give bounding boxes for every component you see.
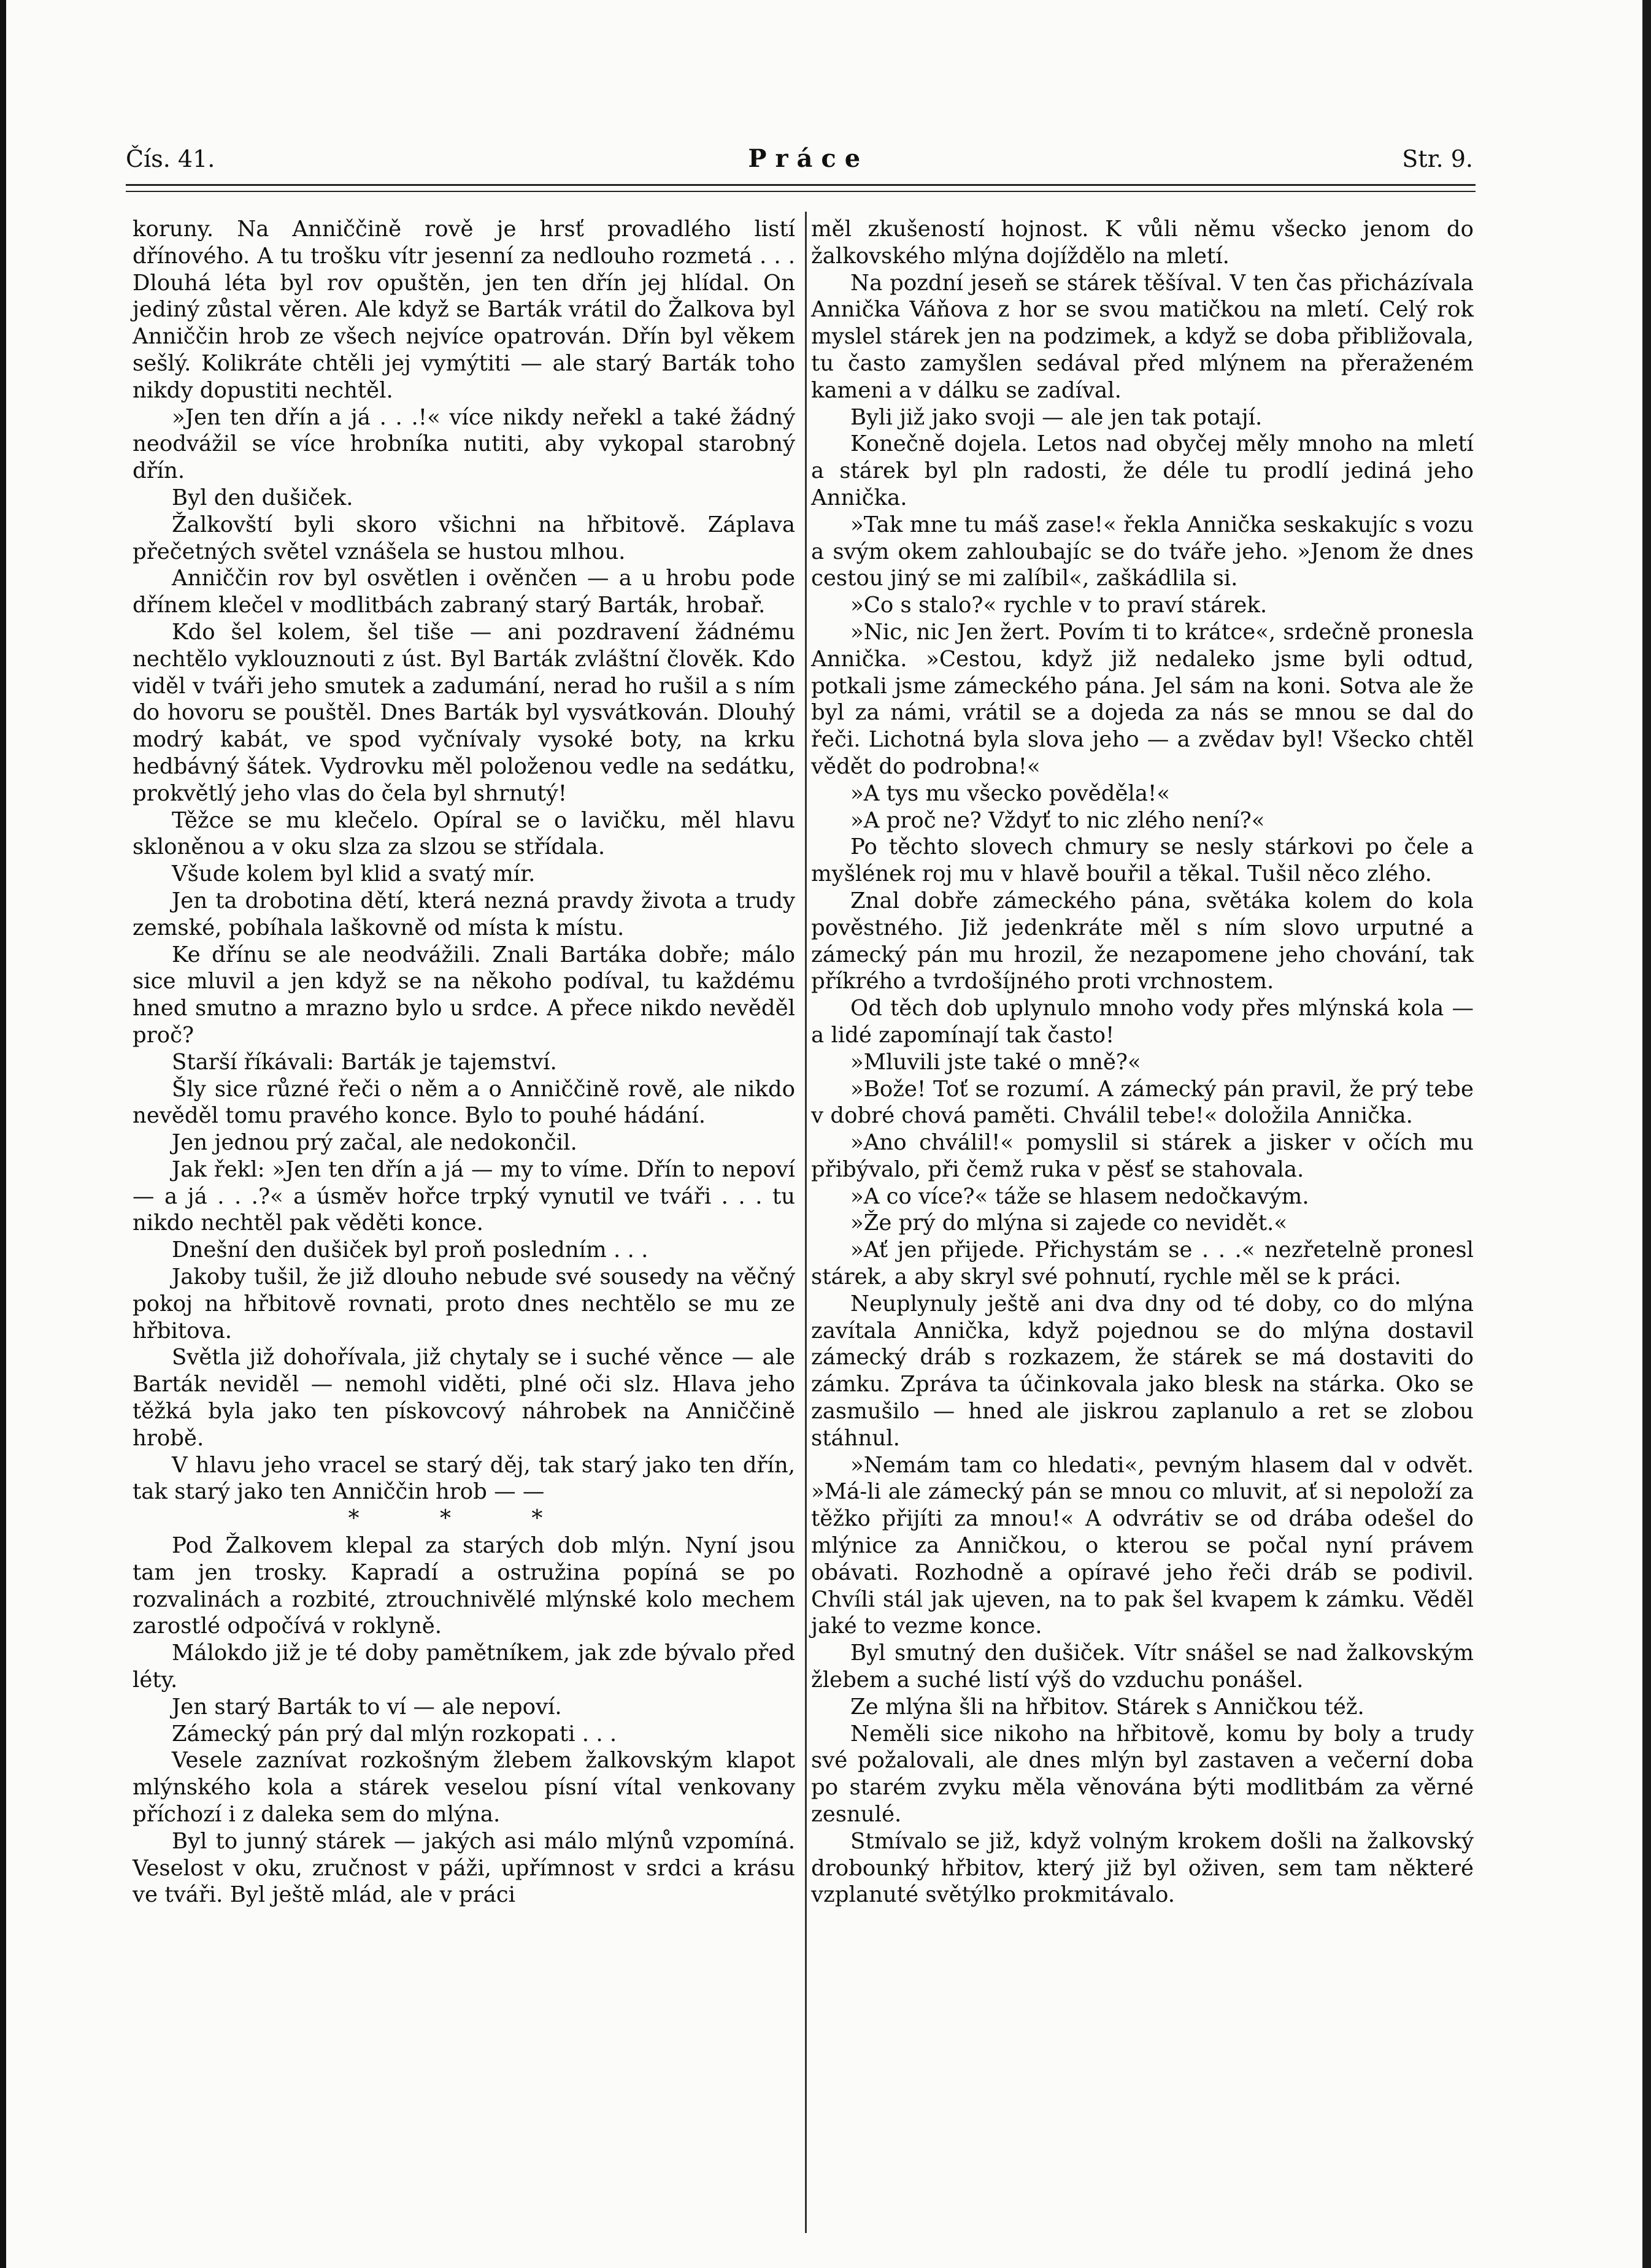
scan-edge-left [0, 0, 6, 2268]
paragraph: »Tak mne tu máš zase!« řekla Annička seskakujíc s vozu a svým okem zahloubajíc se do tváře jeho. »Jenom že dnes cestou jiný se mi zalíbil«, zaškádlila si. [811, 512, 1474, 591]
paragraph: Znal dobře zámeckého pána, světáka kolem do kola pověstného. Již jedenkráte měl s ním slovo urputné a zámecký pán mu hrozil, že nezapomene jeho chování, tak příkrého a tvrdošíjného proti vrchnostem. [811, 888, 1474, 994]
paragraph: Dnešní den dušiček byl proň posledním . . . [172, 1237, 648, 1263]
paragraph: Pod Žalkovem klepal za starých dob mlýn. Nyní jsou tam jen trosky. Kapradí a ostružina popíná se po rozvalinách a rozbité, ztrouchnivělé mlýnské kolo mechem zarostlé odpočívá v roklyně. [133, 1533, 795, 1639]
paragraph: »Jen ten dřín a já . . .!« více nikdy neřekl a také žádný neodvážil se více hrobníka nutiti, aby vykopal starobný dřín. [133, 404, 795, 484]
paragraph: »Ano chválil!« pomyslil si stárek a jisker v očích mu přibývalo, při čemž ruka v pěsť se stahovala. [811, 1130, 1474, 1182]
paragraph: Žalkovští byli skoro všichni na hřbitově. Záplava přečetných světel vznášela se hustou mlhou. [133, 512, 795, 564]
paragraph: Na pozdní jeseň se stárek těšíval. V ten čas přicházívala Annička Váňova z hor se svou matičkou na mletí. Celý rok myslel stárek jen na podzimek, a když se doba přibližovala, tu často zamyšlen sedával před mlýnem na přeraženém kameni a v dálku se zadíval. [811, 270, 1474, 403]
paragraph: »Ať jen přijede. Přichystám se . . .« nezřetelně pronesl stárek, a aby skryl své pohnutí, rychle měl se k práci. [811, 1237, 1474, 1290]
paragraph: »A proč ne? Vždyť to nic zlého není?« [850, 807, 1265, 833]
page-number: Str. 9. [1402, 145, 1473, 172]
paragraph: Ke dřínu se ale neodvážili. Znali Bartáka dobře; málo sice mluvil a jen když se na někoho podíval, tu každému hned smutno a mrazno bylo u srdce. A přece nikdo nevěděl proč? [133, 942, 795, 1048]
paragraph: »A co více?« táže se hlasem nedočkavým. [850, 1183, 1309, 1209]
paragraph: Byl to junný stárek — jakých asi málo mlýnů vzpomíná. Veselost v oku, zručnost v páži, upřímnost v srdci a krásu ve tváři. Byl ještě mlád, ale v práci [133, 1828, 795, 1908]
header-rule [126, 184, 1476, 186]
newspaper-title: Práce [748, 144, 869, 173]
paragraph: Šly sice různé řeči o něm a o Anniččině rově, ale nikdo nevěděl tomu pravého konce. Bylo to pouhé hádání. [133, 1076, 795, 1129]
header-rule-thin [126, 191, 1476, 192]
paragraph: měl zkušeností hojnost. K vůli němu všecko jenom do žalkovského mlýna dojíždělo na mletí. [811, 217, 1474, 269]
section-break: * * * [348, 1506, 580, 1532]
paragraph: Málokdo již je té doby pamětníkem, jak zde bývalo před léty. [133, 1640, 795, 1693]
paragraph: »Že prý do mlýna si zajede co nevidět.« [850, 1210, 1288, 1236]
column-divider [805, 212, 807, 2233]
paragraph: »Bože! Toť se rozumí. A zámecký pán pravil, že prý tebe v dobré chová paměti. Chválil tebe!« doložila Annička. [811, 1076, 1474, 1129]
paragraph: Zámecký pán prý dal mlýn rozkopati . . . [172, 1721, 617, 1747]
page-header [126, 144, 1473, 181]
paragraph: »Nemám tam co hledati«, pevným hlasem dal v odvět. »Má-li ale zámecký pán se mnou co mluvit, ať si nepoloží za těžko přijíti za mnou!« A odvrátiv se od drába odešel do mlýnice za Anničkou, o kterou se počal nyní právem obávati. Rozhodně a opíravé jeho řeči dráb se podivil. Chvíli stál jak ujeven, na to pak šel kvapem k zámku. Věděl jaké to vezme konce. [811, 1452, 1474, 1639]
paragraph: »Co s stalo?« rychle v to praví stárek. [850, 593, 1268, 618]
paragraph: Všude kolem byl klid a svatý mír. [172, 861, 536, 887]
paragraph: »Nic, nic Jen žert. Povím ti to krátce«, srdečně pronesla Annička. »Cestou, když již nedaleko jsme byli odtud, potkali jsme zámeckého pána. Jel sám na koni. Sotva ale že byl za námi, vrátil se a dojeda za nás se mnou se dal do řeči. Lichotná byla slova jeho — a zvědav byl! Všecko chtěl vědět do podrobna!« [811, 619, 1474, 779]
paragraph: Jen starý Barták to ví — ale nepoví. [172, 1694, 562, 1720]
paragraph: Jak řekl: »Jen ten dřín a já — my to víme. Dřín to nepoví — a já . . .?« a úsměv hořce trpký vynutil ve tváři . . . tu nikdo nechtěl pak věděti konce. [133, 1156, 795, 1236]
paragraph: Vesele zaznívat rozkošným žlebem žalkovským klapot mlýnského kola a stárek veselou písní vítal venkovany příchozí i z daleka sem do mlýna. [133, 1748, 795, 1828]
issue-number: Čís. 41. [126, 145, 215, 172]
paragraph: Ze mlýna šli na hřbitov. Stárek s Anničkou též. [850, 1694, 1364, 1720]
scan-edge-right [1642, 0, 1651, 2268]
paragraph: Jen ta drobotina dětí, která nezná pravdy života a trudy zemské, pobíhala laškovně od místa k místu. [133, 888, 795, 940]
paragraph: koruny. Na Anniččině rově je hrsť provadlého listí dřínového. A tu trošku vítr jesenní za nedlouho rozmetá . . . Dlouhá léta byl rov opuštěn, jen ten dřín jej hlídal. On jediný zůstal věren. Ale když se Barták vrátil do Žalkova byl Anniččin hrob ze všech nejvíce opatrován. Dřín byl věkem sešlý. Kolikráte chtěli jej vymýtiti — ale starý Barták toho nikdy dopustiti nechtěl. [133, 217, 795, 403]
paragraph: Jen jednou prý začal, ale nedokončil. [172, 1130, 577, 1156]
paragraph: Kdo šel kolem, šel tiše — ani pozdravení žádnému nechtělo vyklouznouti z úst. Byl Barták zvláštní člověk. Kdo viděl v tváři jeho smutek a zadumání, nerad ho rušil a s ním do hovoru se pouštěl. Dnes Barták byl vysvátkován. Dlouhý modrý kabát, ve spod vyčnívaly vysoké boty, na krku hedbávný šátek. Vydrovku měl položenou vedle na sedátku, prokvětlý jeho vlas do čela byl shrnutý! [133, 619, 795, 806]
paragraph: Stmívalo se již, když volným krokem došli na žalkovský drobounký hřbitov, který již byl oživen, sem tam některé vzplanuté světýlko prokmitávalo. [811, 1828, 1474, 1908]
left-column [133, 216, 795, 1909]
paragraph: Konečně dojela. Letos nad obyčej měly mnoho na mletí a stárek byl pln radosti, že déle tu prodlí jediná jeho Annička. [811, 431, 1474, 510]
paragraph: Starší říkávali: Barták je tajemství. [172, 1049, 557, 1075]
paragraph: »Mluvili jste také o mně?« [850, 1049, 1141, 1075]
paragraph: Od těch dob uplynulo mnoho vody přes mlýnská kola — a lidé zapomínají tak často! [811, 996, 1474, 1048]
paragraph: Byl den dušiček. [172, 485, 353, 510]
paragraph: »A tys mu všecko pověděla!« [850, 780, 1171, 806]
paragraph: Jakoby tušil, že již dlouho nebude své sousedy na věčný pokoj na hřbitově rovnati, proto dnes nechtělo se mu ze hřbitova. [133, 1264, 795, 1344]
paragraph: Po těchto slovech chmury se nesly stárkovi po čele a myšlének roj mu v hlavě bouřil a těkal. Tušil něco zlého. [811, 834, 1474, 887]
paragraph: Těžce se mu klečelo. Opíral se o lavičku, měl hlavu skloněnou a v oku slza za slzou se střídala. [133, 807, 795, 860]
paragraph: Byl smutný den dušiček. Vítr snášel se nad žalkovským žlebem a suché listí výš do vzduchu ponášel. [811, 1640, 1474, 1693]
paragraph: Světla již dohořívala, již chytaly se i suché věnce — ale Barták neviděl — nemohl viděti, plné oči slz. Hlava jeho těžká byla jako ten pískovcový náhrobek na Anniččině hrobě. [133, 1345, 795, 1451]
paragraph: Neměli sice nikoho na hřbitově, komu by boly a trudy své požalovali, ale dnes mlýn byl zastaven a večerní doba po starém zvyku měla věnována býti modlitbám za věrné zesnulé. [811, 1721, 1474, 1828]
paragraph: Anniččin rov byl osvětlen i ověnčen — a u hrobu pode dřínem klečel v modlitbách zabraný starý Barták, hrobař. [133, 566, 795, 618]
paragraph: V hlavu jeho vracel se starý děj, tak starý jako ten dřín, tak starý jako ten Anniččin hrob — — [133, 1452, 795, 1505]
right-column [811, 216, 1474, 1909]
paragraph: Byli již jako svoji — ale jen tak potají. [850, 404, 1263, 430]
paragraph: Neuplynuly ještě ani dva dny od té doby, co do mlýna zavítala Annička, když pojednou se do mlýna dostavil zámecký dráb s rozkazem, že stárek se má dostaviti do zámku. Zpráva ta účinkovala jako blesk na stárka. Oko se zasmušilo — hned ale jiskrou zaplanulo a ret se zlobou stáhnul. [811, 1291, 1474, 1451]
